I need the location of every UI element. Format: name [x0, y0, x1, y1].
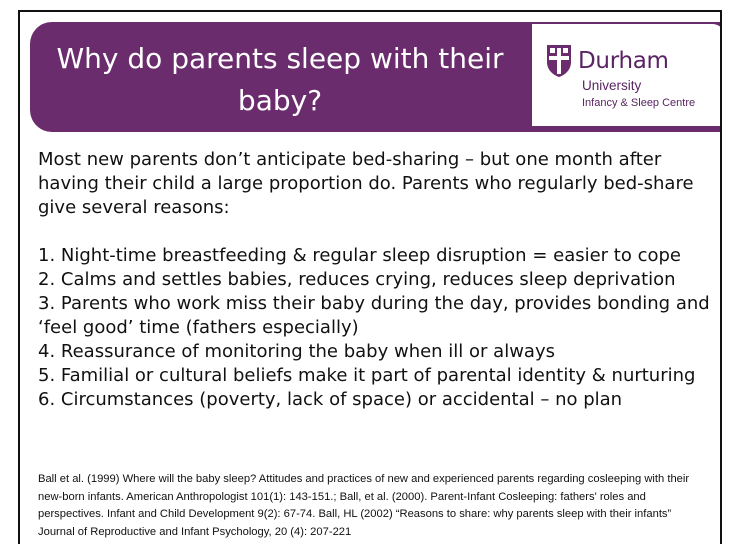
slide-title: Why do parents sleep with their baby?	[56, 42, 504, 117]
logo-university: University	[582, 78, 642, 93]
reason-item: 1. Night-time breastfeeding & regular sleep disruption = easier to cope	[38, 245, 681, 266]
logo-centre: Infancy & Sleep Centre	[582, 97, 696, 109]
reason-item: 2. Calms and settles babies, reduces crying, reduces sleep deprivation	[38, 269, 676, 290]
title-banner	[30, 22, 720, 132]
reason-item: 5. Familial or cultural beliefs make it part of parental identity & nurturing	[38, 365, 696, 386]
slide-body	[38, 148, 714, 412]
logo-name: Durham	[578, 48, 669, 74]
durham-logo	[530, 22, 722, 128]
references: Ball et al. (1999) Where will the baby sleep? Attitudes and practices of new and experienced parents regarding cosleeping with their new-born infants. American Anthropologist 101(1): 143-151.; Ball, et al. (2000). Parent-Infant Cosleeping: fathers' roles and perspectives. Infant and Child Development 9(2): 67-74. Ball, HL (2002) “Reasons to share: why parents sleep with their infants” Journal of Reproductive and Infant Psychology, 20 (4): 207-221	[38, 473, 690, 538]
durham-crest-icon	[546, 44, 572, 78]
intro-paragraph: Most new parents don’t anticipate bed-sharing – but one month after having their child a large proportion do. Parents who regularly bed-share give several reasons:	[38, 149, 694, 218]
slide	[18, 10, 722, 544]
reason-item: 6. Circumstances (poverty, lack of space) or accidental – no plan	[38, 389, 623, 410]
reason-item: 3. Parents who work miss their baby during the day, provides bonding and ‘feel good’ time (fathers especially)	[38, 293, 710, 338]
reason-item: 4. Reassurance of monitoring the baby when ill or always	[38, 341, 555, 362]
